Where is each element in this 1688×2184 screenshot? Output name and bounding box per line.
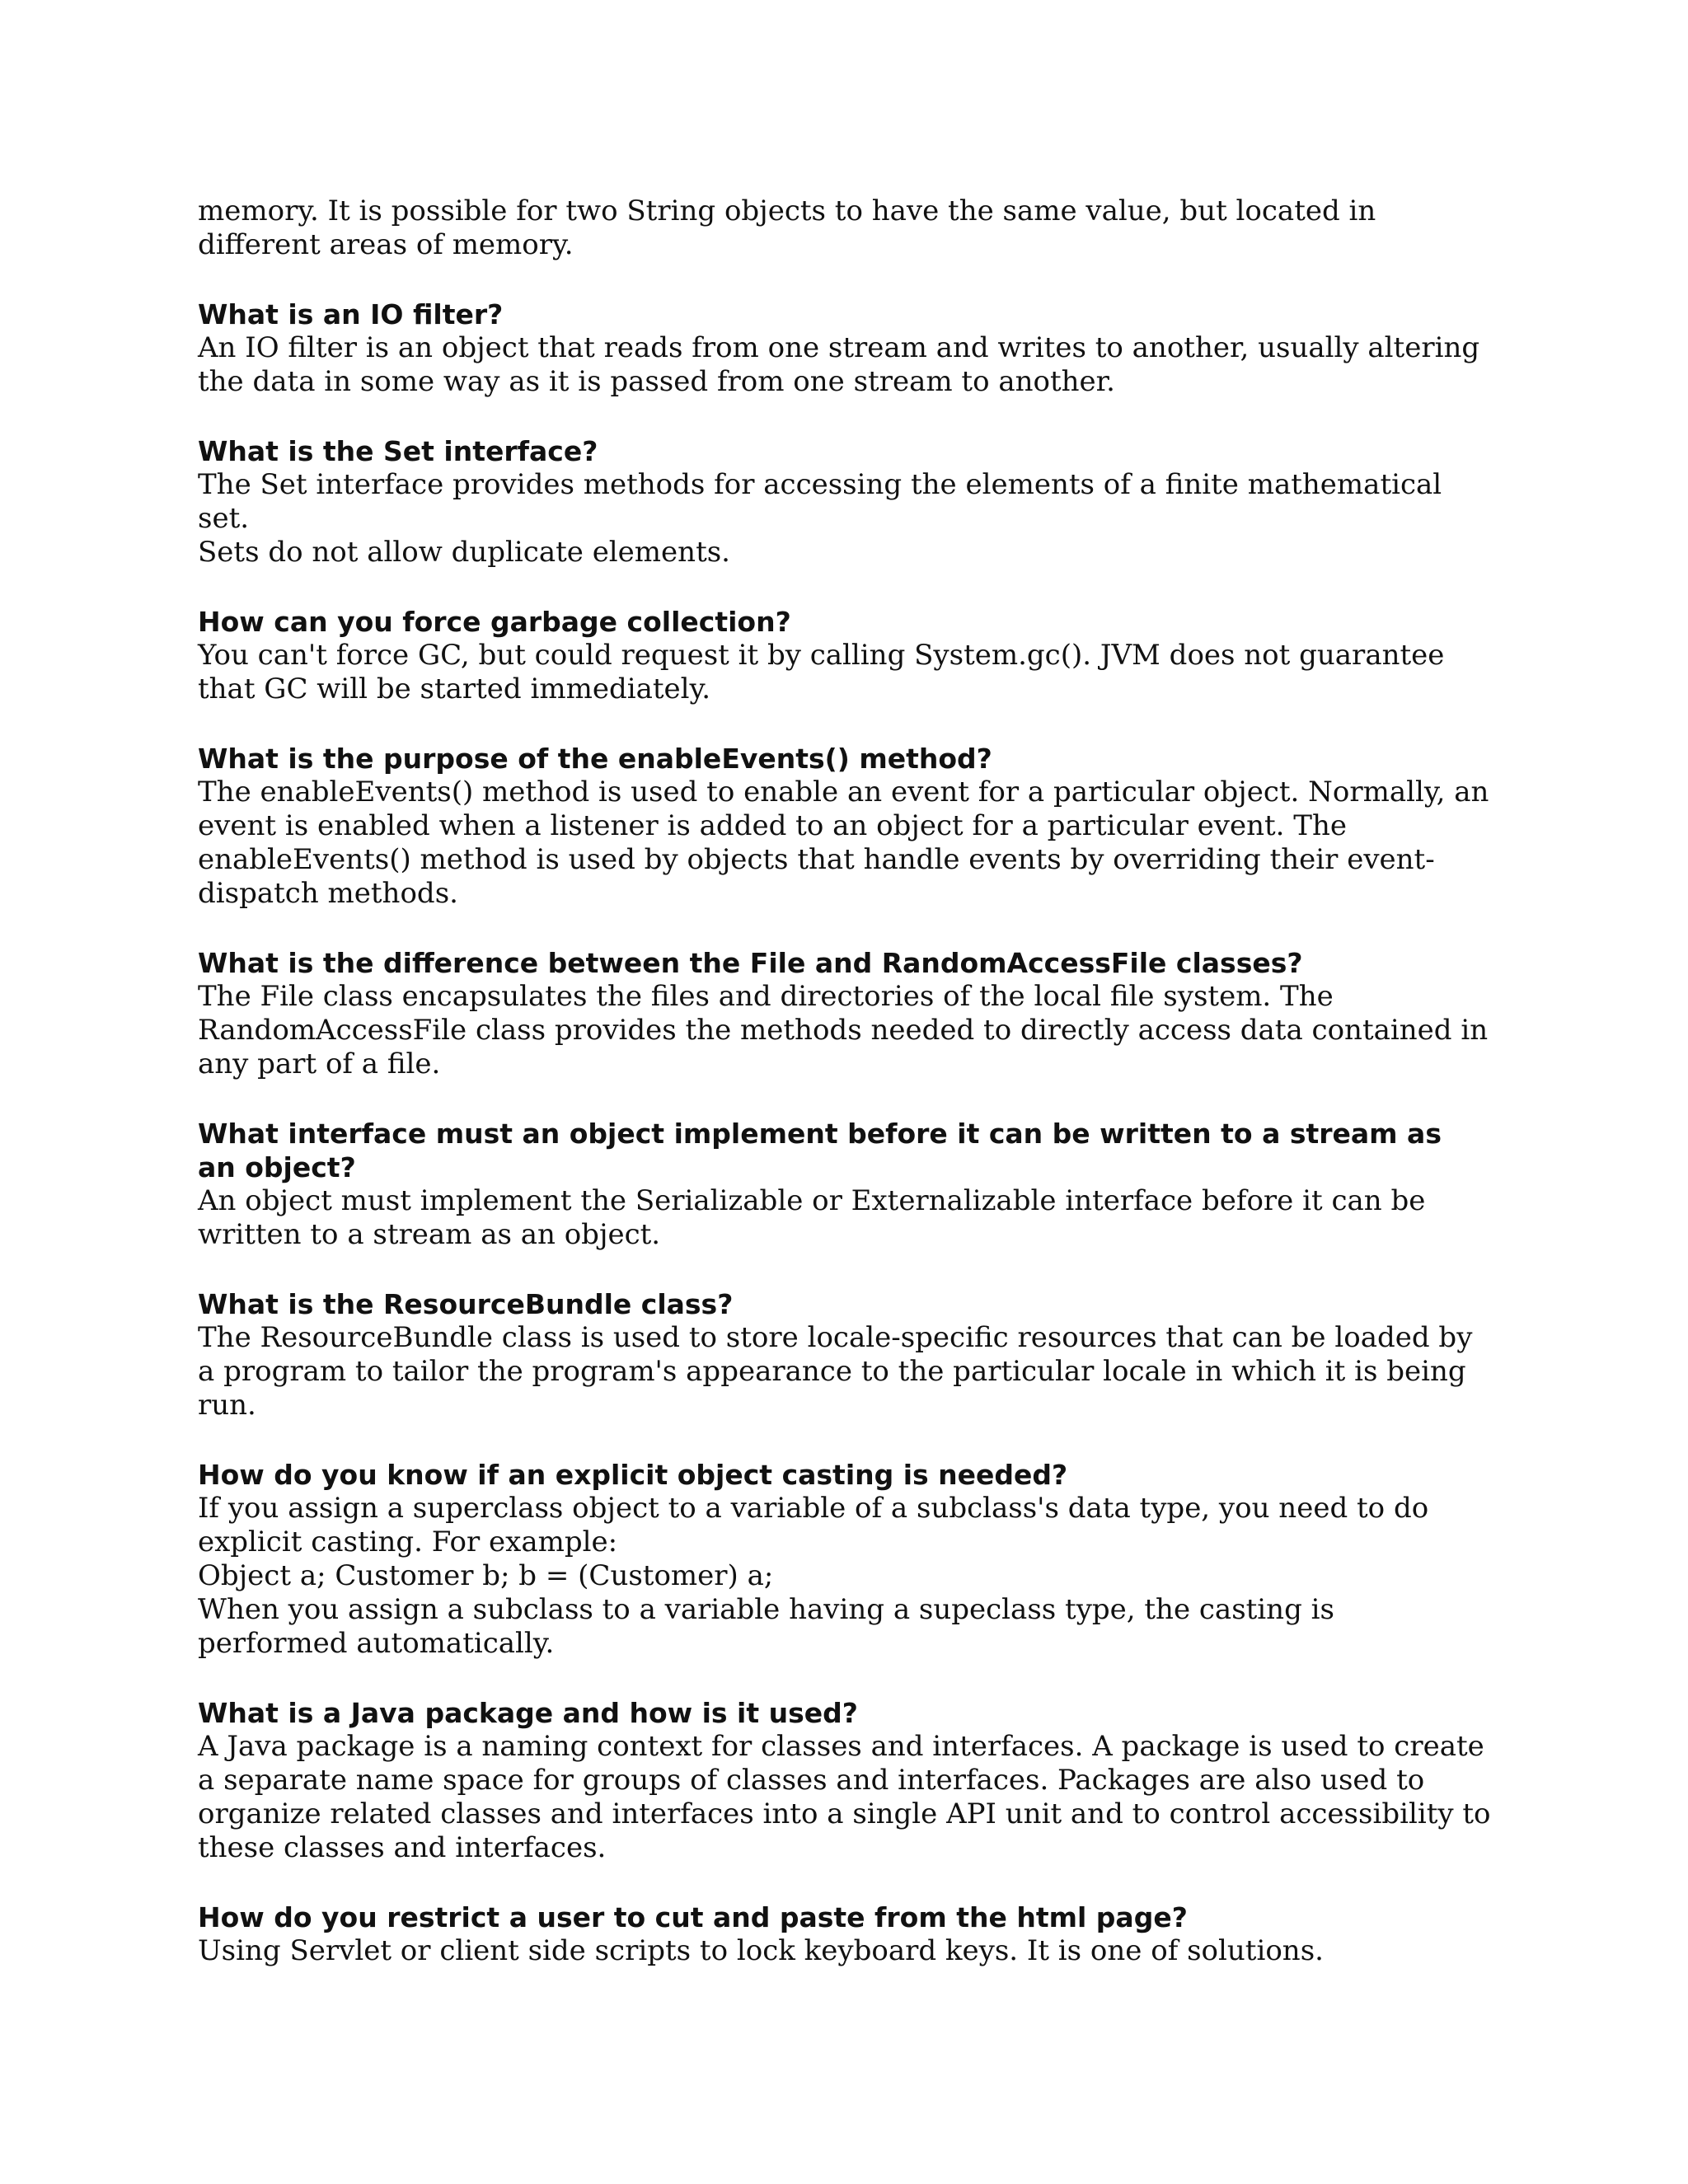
question-heading: What is the purpose of the enableEvents() method? [198,743,992,775]
qa-item [198,605,1500,706]
answer-line: RandomAccessFile class provides the methods needed to directly access data contained in [198,1014,1489,1047]
answer-line: a separate name space for groups of classes and interfaces. Packages are also used to [198,1764,1425,1797]
answer-line: An IO filter is an object that reads from one stream and writes to another, usually altering [198,331,1480,364]
qa-list [198,298,1500,1968]
answer-line: Sets do not allow duplicate elements. [198,536,730,569]
answer-text [198,776,1500,911]
answer-text [198,1934,1500,1968]
answer-text [198,1184,1500,1252]
question-heading: What is the Set interface? [198,435,598,467]
answer-text [198,639,1500,706]
qa-item [198,298,1500,399]
answer-line: The ResourceBundle class is used to store locale-specific resources that can be loaded by [198,1321,1473,1354]
answer-line: explicit casting. For example: [198,1526,618,1558]
question-heading: What interface must an object implement before it can be written to a stream as an object? [198,1118,1442,1183]
answer-line: The Set interface provides methods for accessing the elements of a finite mathematical set. [198,468,1442,535]
answer-line: a program to tailor the program's appearance to the particular locale in which it is being [198,1355,1466,1388]
answer-line: You can't force GC, but could request it by calling System.gc(). JVM does not guarantee [198,639,1445,672]
answer-line: performed automatically. [198,1627,555,1660]
document-page [198,194,1500,2004]
answer-line: A Java package is a naming context for classes and interfaces. A package is used to create [198,1730,1484,1763]
qa-item [198,742,1500,911]
answer-line: If you assign a superclass object to a variable of a subclass's data type, you need to do [198,1492,1429,1525]
question-heading: How can you force garbage collection? [198,606,791,638]
answer-text [198,1492,1500,1661]
qa-item [198,1117,1500,1252]
answer-line: dispatch methods. [198,877,458,910]
answer-line: these classes and interfaces. [198,1831,607,1864]
question-heading: How do you restrict a user to cut and paste from the html page? [198,1901,1188,1933]
answer-text [198,331,1500,399]
qa-item [198,434,1500,569]
answer-line: enableEvents() method is used by objects that handle events by overriding their event- [198,843,1435,876]
answer-line: An object must implement the Serializable or Externalizable interface before it can be [198,1184,1426,1217]
question-heading: How do you know if an explicit object casting is needed? [198,1459,1068,1491]
qa-item [198,1900,1500,1968]
answer-line: written to a stream as an object. [198,1218,661,1251]
question-heading: What is an IO filter? [198,298,504,330]
answer-line: Object a; Customer b; b = (Customer) a; [198,1559,774,1592]
answer-line: event is enabled when a listener is added to an object for a particular event. The [198,809,1347,842]
answer-text [198,1730,1500,1865]
qa-item [198,1696,1500,1865]
answer-line: When you assign a subclass to a variable having a supeclass type, the casting is [198,1593,1334,1626]
qa-item [198,1287,1500,1422]
answer-line: any part of a file. [198,1047,441,1080]
answer-line: the data in some way as it is passed from one stream to another. [198,365,1115,398]
answer-text [198,1321,1500,1422]
qa-item [198,946,1500,1081]
answer-text [198,468,1500,569]
question-heading: What is the difference between the File and RandomAccessFile classes? [198,947,1303,979]
answer-line: that GC will be started immediately. [198,673,711,705]
question-heading: What is a Java package and how is it used? [198,1697,858,1729]
question-heading: What is the ResourceBundle class? [198,1288,734,1320]
intro-paragraph: memory. It is possible for two String objects to have the same value, but located in different areas of memory. [198,194,1376,261]
answer-line: run. [198,1389,256,1422]
answer-line: The File class encapsulates the files and directories of the local file system. The [198,980,1334,1013]
qa-item [198,1458,1500,1661]
answer-text [198,980,1500,1081]
answer-line: Using Servlet or client side scripts to lock keyboard keys. It is one of solutions. [198,1934,1324,1967]
answer-line: The enableEvents() method is used to enable an event for a particular object. Normally, an [198,776,1489,808]
answer-line: organize related classes and interfaces into a single API unit and to control accessibility to [198,1797,1491,1830]
